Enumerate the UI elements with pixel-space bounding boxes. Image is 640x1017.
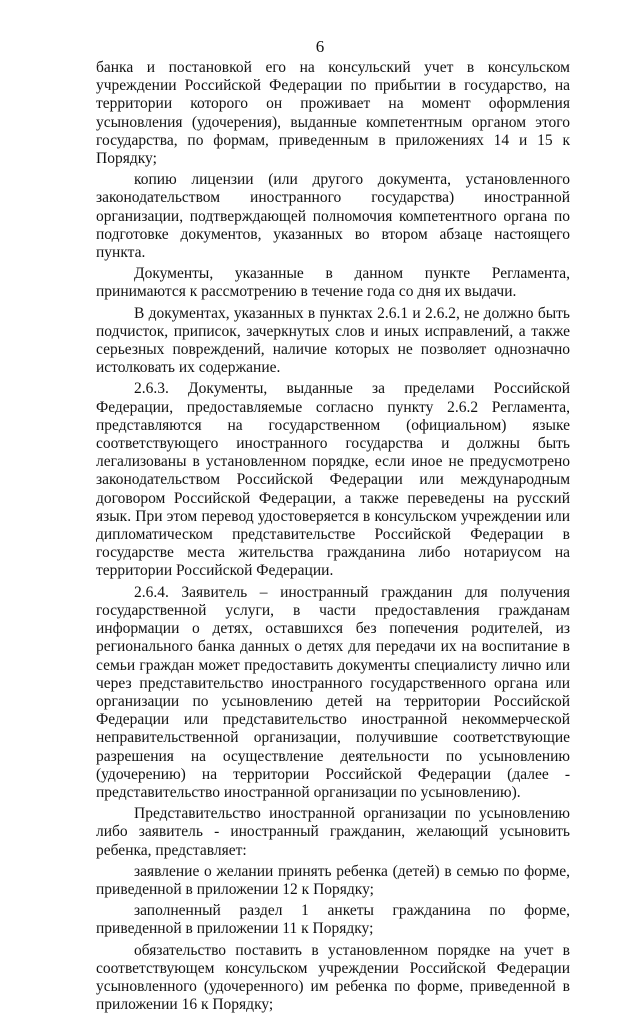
paragraph-2-6-4: 2.6.4. Заявитель – иностранный гражданин для получения государственной услуги, в части предоставления гражданам информации о детях, оставшихся без попечения родителей, из регионального банка данных о детях для передачи их на воспитание в семьи граждан может предоставить документы специалисту лично или через представительство иностранного государственного органа или организации по усыновлению детей на территории Российской Федерации или представительство иностранной некоммерческой неправительственной организации, получившие соответствующие разрешения на осуществление деятельности по усыновлению (удочерению) на территории Российской Федерации (далее - представительство иностранной организации по усыновлению). xyxy=(96,583,570,801)
document-body xyxy=(96,59,570,1017)
paragraph-questionnaire: заполненный раздел 1 анкеты гражданина по форме, приведенной в приложении 11 к Порядку; xyxy=(96,902,570,938)
paragraph-license-copy: копию лицензии (или другого документа, установленного законодательством иностранного государства) иностранной организации, подтверждающей полномочия компетентного органа по подготовке документов, указанных во втором абзаце настоящего пункта. xyxy=(96,171,570,262)
paragraph-documents-validity: Документы, указанные в данном пункте Регламента, принимаются к рассмотрению в течение года со дня их выдачи. xyxy=(96,265,570,301)
paragraph-representative: Представительство иностранной организации по усыновлению либо заявитель - иностранный гражданин, желающий усыновить ребенка, представляет: xyxy=(96,805,570,859)
paragraph-obligation: обязательство поставить в установленном порядке на учет в соответствующем консульском учреждении Российской Федерации усыновленного (удочеренного) им ребенка по форме, приведенной в приложении 16 к Порядку; xyxy=(96,941,570,1014)
paragraph-continuation: банка и постановкой его на консульский учет в консульском учреждении Российской Федерации по прибытии в государство, на территории которого он проживает на момент оформления усыновления (удочерения), выданные компетентным органом этого государства, по формам, приведенным в приложениях 14 и 15 к Порядку; xyxy=(96,59,570,168)
paragraph-2-6-3: 2.6.3. Документы, выданные за пределами Российской Федерации, предоставляемые согласно пункту 2.6.2 Регламента, представляются на государственном (официальном) языке соответствующего иностранного государства и должны быть легализованы в установленном порядке, если иное не предусмотрено законодательством Российской Федерации или международным договором Российской Федерации, а также переведены на русский язык. При этом перевод удостоверяется в консульском учреждении или дипломатическом представительстве Российской Федерации в государстве места жительства гражданина либо нотариусом на территории Российской Федерации. xyxy=(96,380,570,580)
paragraph-application: заявление о желании принять ребенка (детей) в семью по форме, приведенной в приложении 12 к Порядку; xyxy=(96,862,570,898)
paragraph-no-corrections: В документах, указанных в пунктах 2.6.1 и 2.6.2, не должно быть подчисток, приписок, зачеркнутых слов и иных исправлений, а также серьезных повреждений, наличие которых не позволяет однозначно истолковать их содержание. xyxy=(96,304,570,377)
page-number: 6 xyxy=(315,37,325,56)
